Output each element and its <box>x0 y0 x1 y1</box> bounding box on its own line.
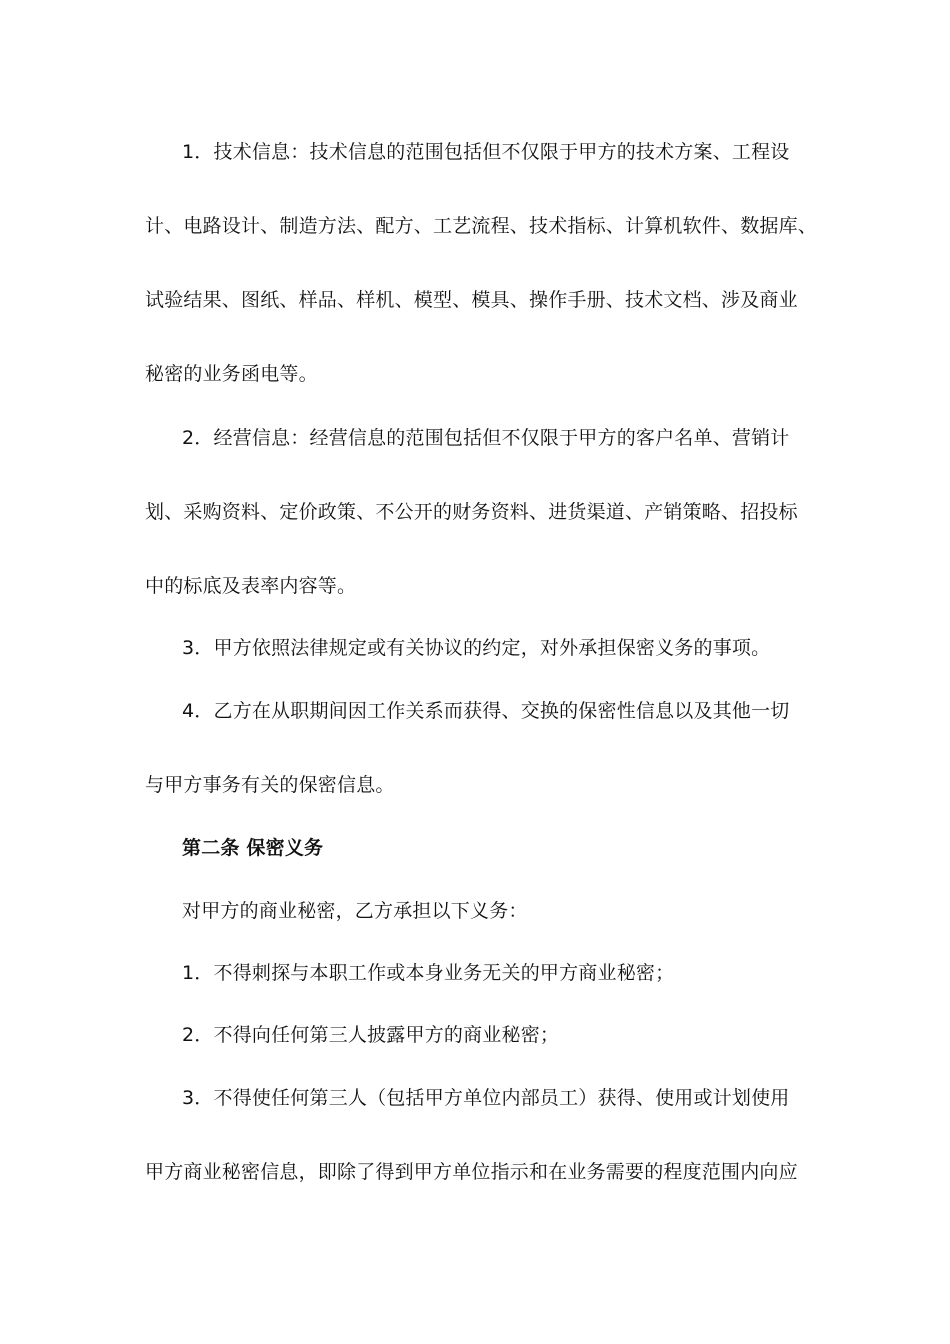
text-line-13: 1．不得刺探与本职工作或本身业务无关的甲方商业秘密； <box>182 962 675 984</box>
text-line-7: 中的标底及表率内容等。 <box>145 575 357 597</box>
text-line-15: 3．不得使任何第三人（包括甲方单位内部员工）获得、使用或计划使用 <box>182 1087 790 1109</box>
text-line-4: 秘密的业务函电等。 <box>145 363 318 385</box>
text-line-5: 2．经营信息：经营信息的范围包括但不仅限于甲方的客户名单、营销计 <box>182 427 790 449</box>
text-line-16: 甲方商业秘密信息，即除了得到甲方单位指示和在业务需要的程度范围内向应 <box>145 1161 798 1183</box>
text-line-10: 与甲方事务有关的保密信息。 <box>145 774 395 796</box>
text-line-14: 2．不得向任何第三人披露甲方的商业秘密； <box>182 1024 560 1046</box>
text-line-12: 对甲方的商业秘密，乙方承担以下义务： <box>182 900 528 922</box>
text-line-3: 试验结果、图纸、样品、样机、模型、模具、操作手册、技术文档、涉及商业 <box>145 289 798 311</box>
text-line-8: 3．甲方依照法律规定或有关协议的约定，对外承担保密义务的事项。 <box>182 637 771 659</box>
text-line-9: 4．乙方在从职期间因工作关系而获得、交换的保密性信息以及其他一切 <box>182 700 790 722</box>
text-line-1: 1．技术信息：技术信息的范围包括但不仅限于甲方的技术方案、工程设 <box>182 141 790 163</box>
text-line-6: 划、采购资料、定价政策、不公开的财务资料、进货渠道、产销策略、招投标 <box>145 501 798 523</box>
text-line-2: 计、电路设计、制造方法、配方、工艺流程、技术指标、计算机软件、数据库、 <box>145 215 818 237</box>
section-heading: 第二条 保密义务 <box>182 837 324 859</box>
